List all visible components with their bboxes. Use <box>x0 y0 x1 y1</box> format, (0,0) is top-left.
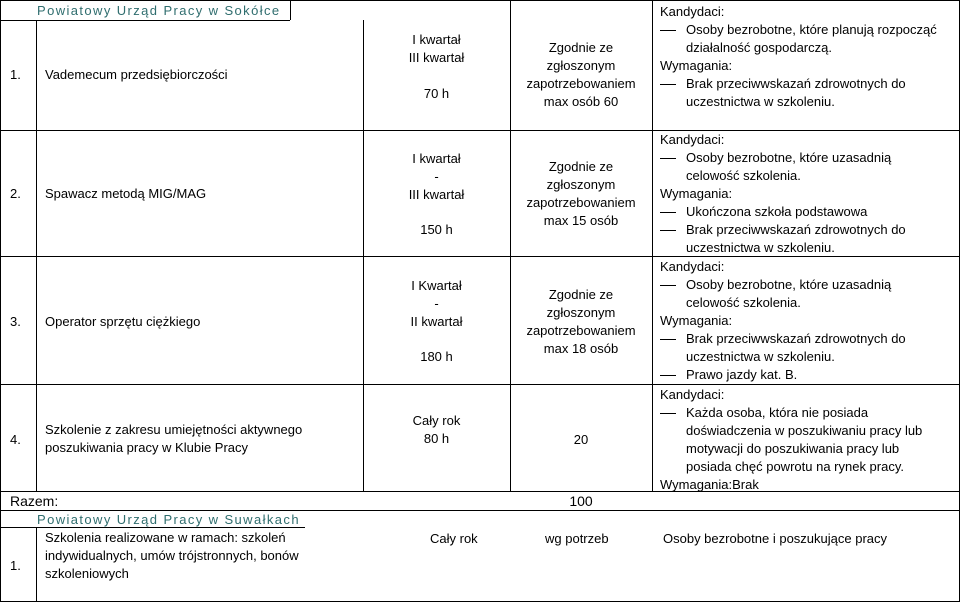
participants-line: zgłoszonym <box>546 177 616 192</box>
participants-line: zapotrzebowaniem <box>526 76 636 91</box>
course-period <box>363 277 510 331</box>
item-line: Prawo jazdy kat. B. <box>686 367 798 382</box>
period-line: I Kwartał <box>411 278 462 293</box>
course-hours: 180 h <box>420 349 453 364</box>
course-candidates: Osoby bezrobotne i poszukujące pracy <box>663 531 888 546</box>
item-line: Brak przeciwwskazań zdrowotnych do <box>686 76 906 91</box>
row-number: 3. <box>10 314 21 329</box>
course-participants <box>510 39 652 111</box>
name-line: Szkolenia realizowane w ramach: szkoleń <box>45 530 286 545</box>
candidates-label: Kandydaci: <box>660 387 725 402</box>
participants-line: zapotrzebowaniem <box>526 195 636 210</box>
name-line: indywidualnych, umów trójstronnych, bonów <box>45 548 299 563</box>
row-divider <box>0 384 960 385</box>
name-line: Szkolenie z zakresu umiejętności aktywnego <box>45 422 303 437</box>
item-line: Osoby bezrobotne, które uzasadnią <box>686 277 892 292</box>
candidates-label: Kandydaci: <box>660 259 725 274</box>
course-requirements <box>660 258 906 384</box>
num-col-border <box>36 20 37 491</box>
requirements-item <box>660 203 906 221</box>
row-number: 1. <box>10 558 21 573</box>
dash-icon <box>660 339 676 340</box>
participants-line: Zgodnie ze <box>548 40 614 55</box>
table-left-border <box>0 0 1 602</box>
total-label: Razem: <box>10 493 59 509</box>
participants-col-border <box>652 0 653 491</box>
dash-icon <box>660 413 676 414</box>
dash-icon <box>660 230 676 231</box>
period-line: Cały rok <box>412 413 461 428</box>
item-line: uczestnictwa w szkoleniu. <box>686 94 835 109</box>
dash-icon <box>660 285 676 286</box>
item-line: działalność gospodarczą. <box>686 40 832 55</box>
item-line: doświadczenia w poszukiwaniu pracy lub <box>686 423 923 438</box>
course-name: Vademecum przedsiębiorczości <box>45 67 228 82</box>
item-line: uczestnictwa w szkoleniu. <box>686 349 835 364</box>
course-name: Operator sprzętu ciężkiego <box>45 314 201 329</box>
dash-icon <box>660 375 676 376</box>
participants-line: zgłoszonym <box>546 58 616 73</box>
course-requirements <box>660 3 937 111</box>
period-line: - <box>434 169 439 184</box>
item-line: celowość szkolenia. <box>686 168 801 183</box>
period-line: 80 h <box>423 431 450 446</box>
item-line: Brak przeciwwskazań zdrowotnych do <box>686 331 906 346</box>
item-line: Osoby bezrobotne, które planują rozpocząć <box>686 22 937 37</box>
table-top-border <box>0 0 960 1</box>
item-line: Ukończona szkoła podstawowa <box>686 204 868 219</box>
participants-line: zapotrzebowaniem <box>526 323 636 338</box>
row-number: 2. <box>10 186 21 201</box>
row-divider <box>0 510 960 511</box>
participants-line: Zgodnie ze <box>548 159 614 174</box>
course-hours: 70 h <box>423 86 450 101</box>
course-period <box>363 31 510 67</box>
item-line: celowość szkolenia. <box>686 295 801 310</box>
total-value: 100 <box>569 493 593 509</box>
requirements-label: Wymagania: <box>660 186 733 201</box>
item-line: motywacji do poszukiwania pracy lub <box>686 441 900 456</box>
course-name: Spawacz metodą MIG/MAG <box>45 186 207 201</box>
requirements-item <box>660 330 906 366</box>
participants-line: zgłoszonym <box>546 305 616 320</box>
candidates-item <box>660 404 922 476</box>
candidates-item <box>660 21 937 57</box>
participants-line: max 15 osób <box>543 213 619 228</box>
candidates-label: Kandydaci: <box>660 4 725 19</box>
period-line: I kwartał <box>412 151 461 166</box>
name-col-border <box>290 0 291 20</box>
section-title-suwalki: Powiatowy Urząd Pracy w Suwałkach <box>37 512 300 527</box>
name-line: szkoleniowych <box>45 566 129 581</box>
item-line: Brak przeciwwskazań zdrowotnych do <box>686 222 906 237</box>
course-participants: wg potrzeb <box>545 531 609 546</box>
row-number: 1. <box>10 67 21 82</box>
period-line: III kwartał <box>408 50 465 65</box>
dash-icon <box>660 30 676 31</box>
item-line: uczestnictwa w szkoleniu. <box>686 240 835 255</box>
item-line: posiada chęć powrotu na rynek pracy. <box>686 459 904 474</box>
dash-icon <box>660 158 676 159</box>
participants-line: Zgodnie ze <box>548 287 614 302</box>
requirements-item <box>660 75 937 111</box>
course-participants <box>510 286 652 358</box>
item-line: Każda osoba, która nie posiada <box>686 405 869 420</box>
dash-icon <box>660 212 676 213</box>
section-header-border <box>0 20 290 21</box>
course-period <box>363 150 510 204</box>
candidates-item <box>660 149 906 185</box>
period-line: - <box>434 296 439 311</box>
num-col-border <box>36 527 37 602</box>
name-line: poszukiwania pracy w Klubie Pracy <box>45 440 249 455</box>
candidates-label: Kandydaci: <box>660 132 725 147</box>
period-line: III kwartał <box>408 187 465 202</box>
course-name <box>45 529 299 583</box>
course-period <box>363 412 510 448</box>
candidates-item <box>660 276 906 312</box>
course-requirements <box>660 131 906 257</box>
participants-line: max osób 60 <box>543 94 619 109</box>
period-line: II kwartał <box>410 314 463 329</box>
section-title-sokolka: Powiatowy Urząd Pracy w Sokółce <box>37 3 281 18</box>
requirements-label: Wymagania: <box>660 313 733 328</box>
course-hours: 150 h <box>420 222 453 237</box>
course-participants: 20 <box>573 432 589 447</box>
row-divider <box>0 527 305 528</box>
course-requirements <box>660 386 922 494</box>
item-line: Osoby bezrobotne, które uzasadnią <box>686 150 892 165</box>
requirements-label: Wymagania:Brak <box>660 477 759 492</box>
participants-line: max 18 osób <box>543 341 619 356</box>
course-participants <box>510 158 652 230</box>
row-number: 4. <box>10 432 21 447</box>
requirements-item <box>660 366 906 384</box>
requirements-item <box>660 221 906 257</box>
course-name <box>45 421 302 457</box>
requirements-label: Wymagania: <box>660 58 733 73</box>
period-line: I kwartał <box>412 32 461 47</box>
dash-icon <box>660 84 676 85</box>
course-period: Cały rok <box>430 531 478 546</box>
